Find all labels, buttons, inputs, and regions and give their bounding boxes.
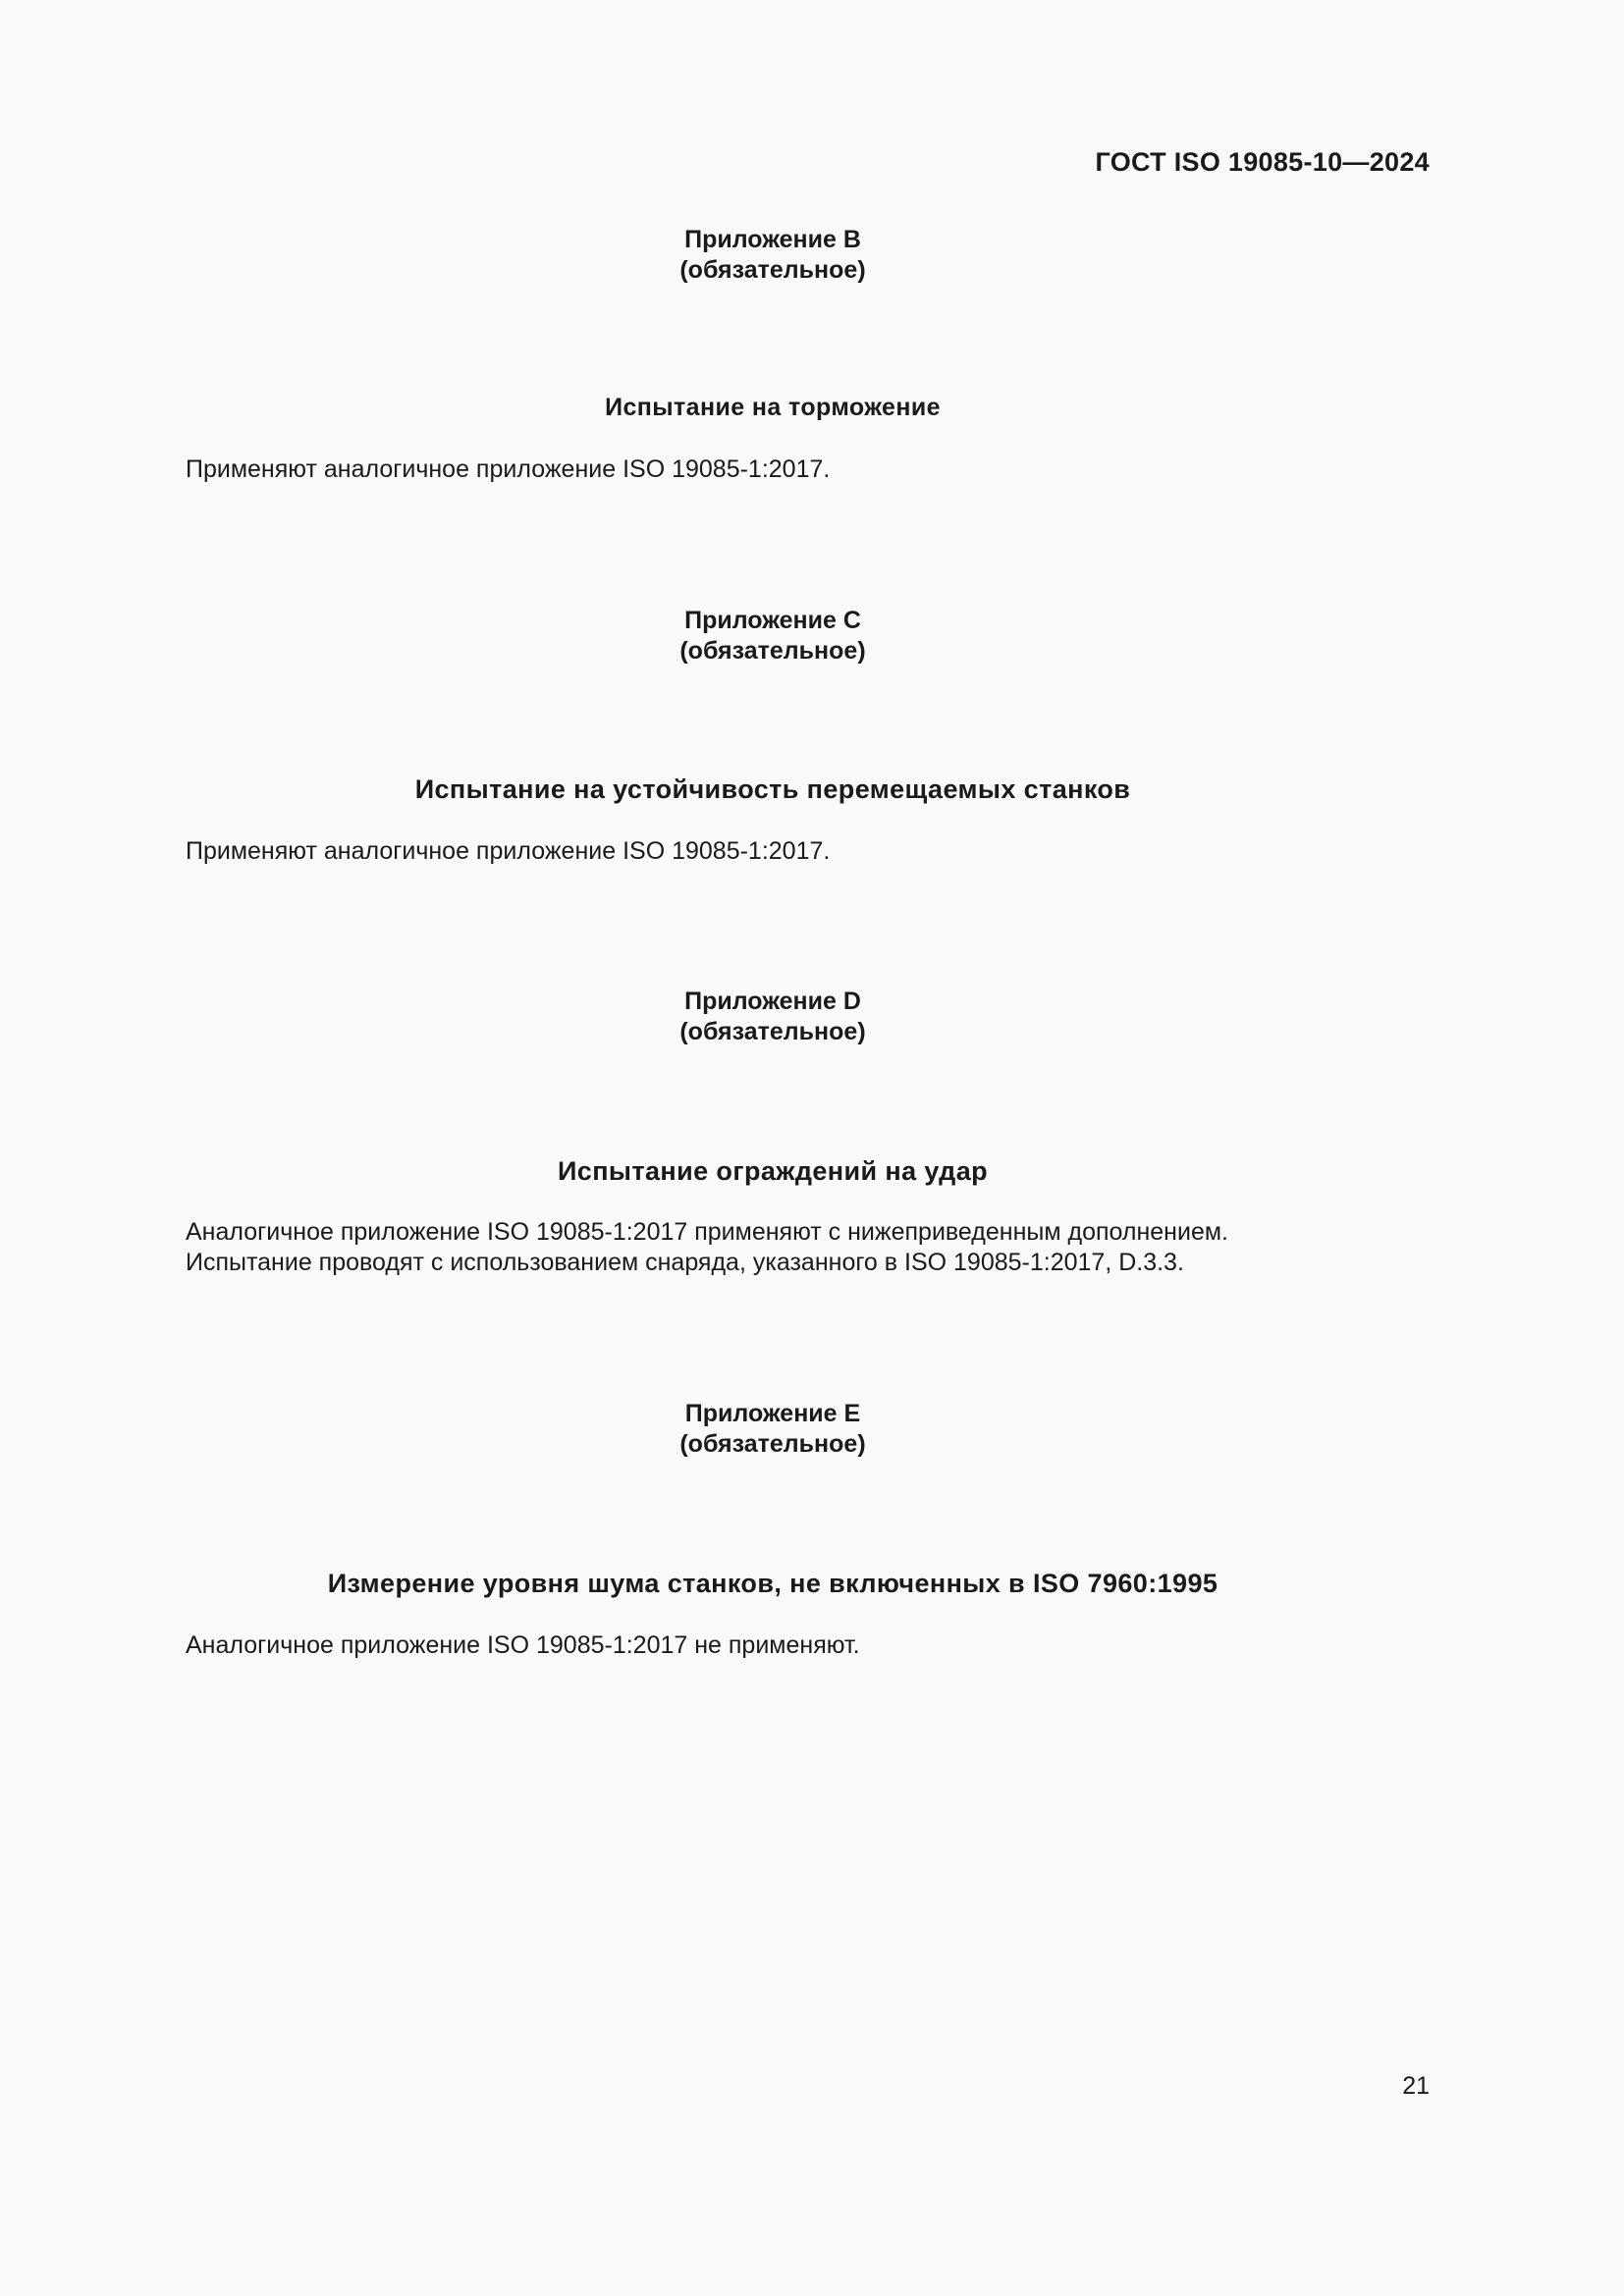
- annex-c-title: Испытание на устойчивость перемещаемых станков: [414, 774, 1131, 804]
- annex-b-status: (обязательное): [679, 256, 866, 284]
- annex-e-label: Приложение E: [684, 1400, 861, 1427]
- annex-c-text: [186, 836, 830, 867]
- annex-d-label: Приложение D: [684, 988, 861, 1015]
- annex-b-heading: [0, 225, 1545, 286]
- annex-e-status: (обязательное): [679, 1430, 866, 1458]
- annex-e-text: [186, 1630, 860, 1661]
- annex-b-label: Приложение B: [684, 226, 861, 253]
- annex-b-title: Испытание на торможение: [605, 394, 941, 421]
- annex-e-title: Измерение уровня шума станков, не включенных в ISO 7960:1995: [327, 1569, 1218, 1598]
- page-number: 21: [1402, 2072, 1430, 2100]
- annex-c-status: (обязательное): [679, 637, 866, 665]
- annex-e-paragraph: Аналогичное приложение ISO 19085-1:2017 не применяют.: [186, 1631, 860, 1659]
- annex-d-title: Испытание ограждений на удар: [557, 1156, 989, 1186]
- annex-b-text: [186, 454, 830, 485]
- document-code: ГОСТ ISO 19085-10—2024: [1095, 147, 1430, 177]
- annex-d-paragraph-1: Аналогичное приложение ISO 19085-1:2017 применяют с нижеприведенным дополнением.: [186, 1218, 1228, 1246]
- annex-c-label: Приложение C: [684, 607, 861, 634]
- annex-c-paragraph: Применяют аналогичное приложение ISO 19085-1:2017.: [186, 837, 831, 865]
- annex-b-paragraph: Применяют аналогичное приложение ISO 19085-1:2017.: [186, 455, 831, 483]
- annex-d-status: (обязательное): [679, 1018, 866, 1045]
- annex-d-paragraph-2: Испытание проводят с использованием снаряда, указанного в ISO 19085-1:2017, D.3.3.: [186, 1249, 1184, 1276]
- annex-e-heading: [0, 1399, 1545, 1460]
- annex-d-heading: [0, 987, 1545, 1047]
- annex-d-text: [186, 1217, 1228, 1278]
- annex-c-heading: [0, 606, 1545, 667]
